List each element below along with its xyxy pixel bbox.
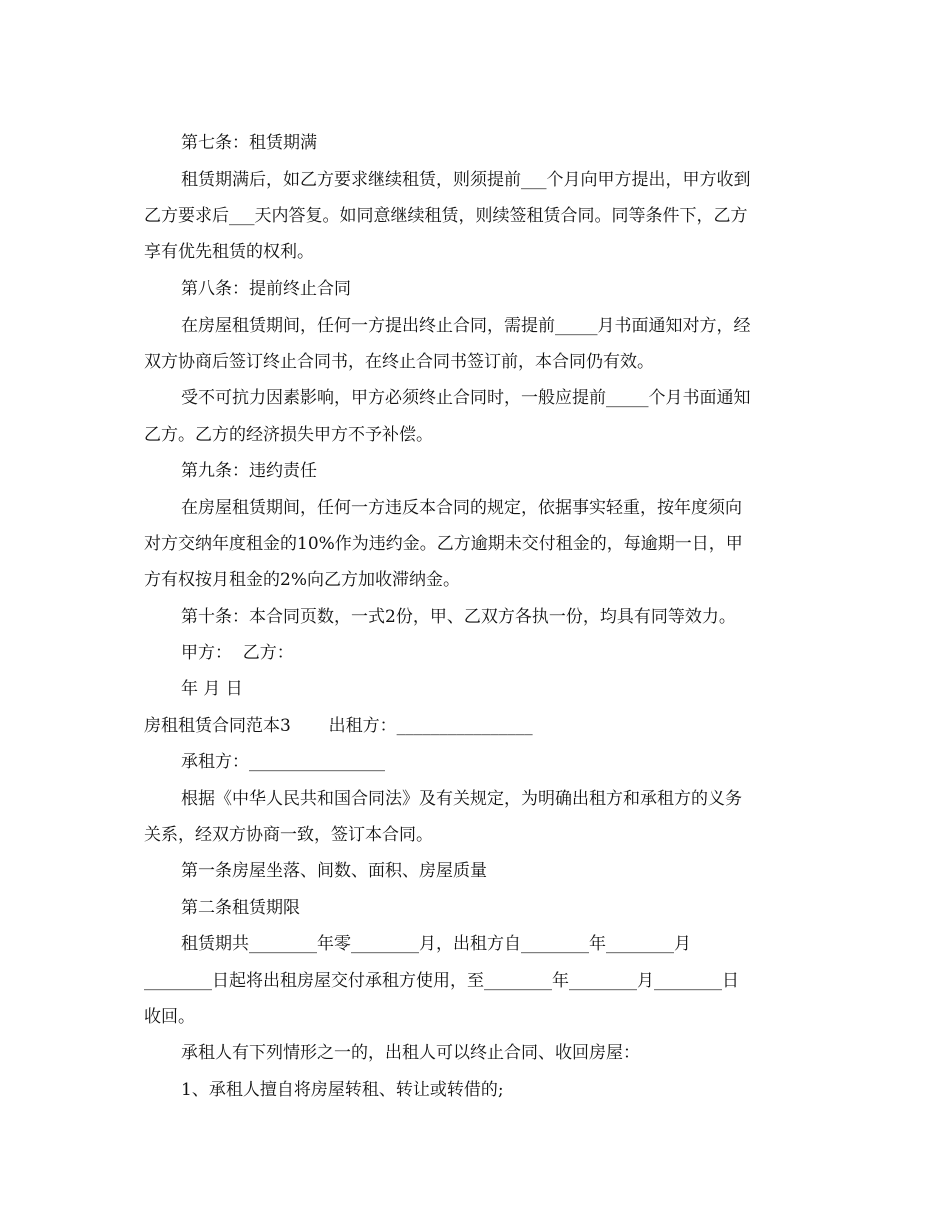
article-9-heading: 第九条：违约责任 [181, 461, 317, 481]
signature-parties: 甲方： 乙方： [181, 643, 294, 663]
paragraph-line: 对方交纳年度租金的10%作为违约金。乙方逾期未交付租金的，每逾期一日，甲 [144, 534, 743, 554]
paragraph-line: 承租人有下列情形之一的，出租人可以终止合同、收回房屋： [181, 1043, 640, 1063]
list-item: 1、承租人擅自将房屋转租、转让或转借的; [181, 1080, 504, 1100]
paragraph-line: 受不可抗力因素影响，甲方必须终止合同时，一般应提前_____个月书面通知 [181, 388, 751, 408]
paragraph-line: 收回。 [144, 1007, 195, 1027]
article-10-line: 第十条：本合同页数，一式2份，甲、乙双方各执一份，均具有同等效力。 [181, 607, 736, 627]
paragraph-line: 在房屋租赁期间，任何一方违反本合同的规定，依据事实轻重，按年度须向 [181, 498, 742, 518]
paragraph-line: 关系，经双方协商一致，签订本合同。 [144, 825, 433, 845]
paragraph-line: 享有优先租赁的权利。 [144, 242, 314, 262]
contract-title-lessor: 房租租赁合同范本3 出租方：________________ [144, 716, 533, 736]
paragraph-line: 根据《中华人民共和国合同法》及有关规定，为明确出租方和承租方的义务 [181, 789, 742, 809]
article-1-heading: 第一条房屋坐落、间数、面积、房屋质量 [181, 861, 487, 881]
article-8-heading: 第八条：提前终止合同 [181, 279, 351, 299]
paragraph-line: 乙方。乙方的经济损失甲方不予补偿。 [144, 425, 433, 445]
article-7-heading: 第七条：租赁期满 [181, 133, 317, 153]
paragraph-line: 双方协商后签订终止合同书，在终止合同书签订前，本合同仍有效。 [144, 352, 654, 372]
paragraph-line: ________日起将出租房屋交付承租方使用，至________年________月________日 [144, 971, 739, 991]
lessee-line: 承租方：________________ [181, 752, 385, 772]
signature-date: 年 月 日 [181, 679, 243, 699]
paragraph-line: 在房屋租赁期间，任何一方提出终止合同，需提前_____月书面通知对方，经 [181, 316, 751, 336]
paragraph-line: 租赁期满后，如乙方要求继续租赁，则须提前___个月向甲方提出，甲方收到 [181, 170, 751, 190]
paragraph-line: 方有权按月租金的2%向乙方加收滞纳金。 [144, 570, 460, 590]
paragraph-line: 乙方要求后___天内答复。如同意继续租赁，则续签租赁合同。同等条件下，乙方 [144, 206, 748, 226]
paragraph-line: 租赁期共________年零________月，出租方自________年________月 [181, 934, 691, 954]
article-2-heading: 第二条租赁期限 [181, 898, 300, 918]
